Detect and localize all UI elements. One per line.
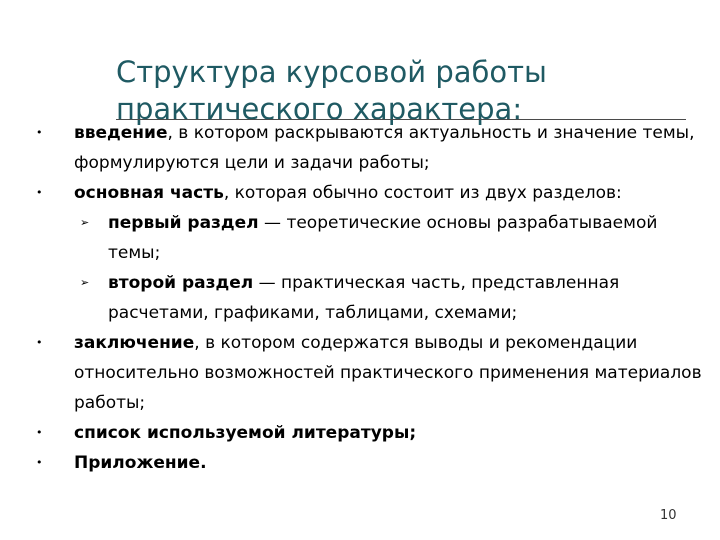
list-item [36,448,706,478]
bullet-icon: • [36,186,43,199]
list-item-term: введение [74,123,168,143]
list-item-text: , в котором содержатся выводы и рекомендации относительно возможностей практического применения материалов работы; [74,333,702,413]
list-item-text: , которая обычно состоит из двух разделов: [223,183,622,203]
list-item-term: основная часть [74,183,224,203]
arrow-bullet-icon: ➢ [80,216,90,229]
list-item-text: , в котором раскрываются актуальность и значение темы, формулируются цели и задачи работы; [74,123,695,173]
list-item-term: первый раздел [108,213,259,233]
list-item [36,328,706,418]
list-item-text: — практическая часть, представленная расчетами, графиками, таблицами, схемами; [108,273,620,323]
slide-title-line-2: практического характера: [116,92,523,126]
list-item-text: — теоретические основы разрабатываемой темы; [108,213,658,263]
bullet-icon: • [36,456,43,469]
bullet-icon: • [36,336,43,349]
sub-list-item [36,268,706,328]
arrow-bullet-icon: ➢ [80,276,90,289]
list-item [36,178,706,208]
slide-title [116,54,696,128]
list-item [36,418,706,448]
list-item [36,118,706,178]
slide-title-line-1: Структура курсовой работы [116,55,547,89]
page-number: 10 [660,508,677,523]
list-item-term: второй раздел [108,273,254,293]
bullet-icon: • [36,426,43,439]
bullet-list [36,118,706,478]
list-item-term: заключение [74,333,195,353]
list-item-term: список используемой литературы; [74,423,417,443]
bullet-icon: • [36,126,43,139]
sub-list-item [36,208,706,268]
list-item-term: Приложение. [74,453,207,473]
